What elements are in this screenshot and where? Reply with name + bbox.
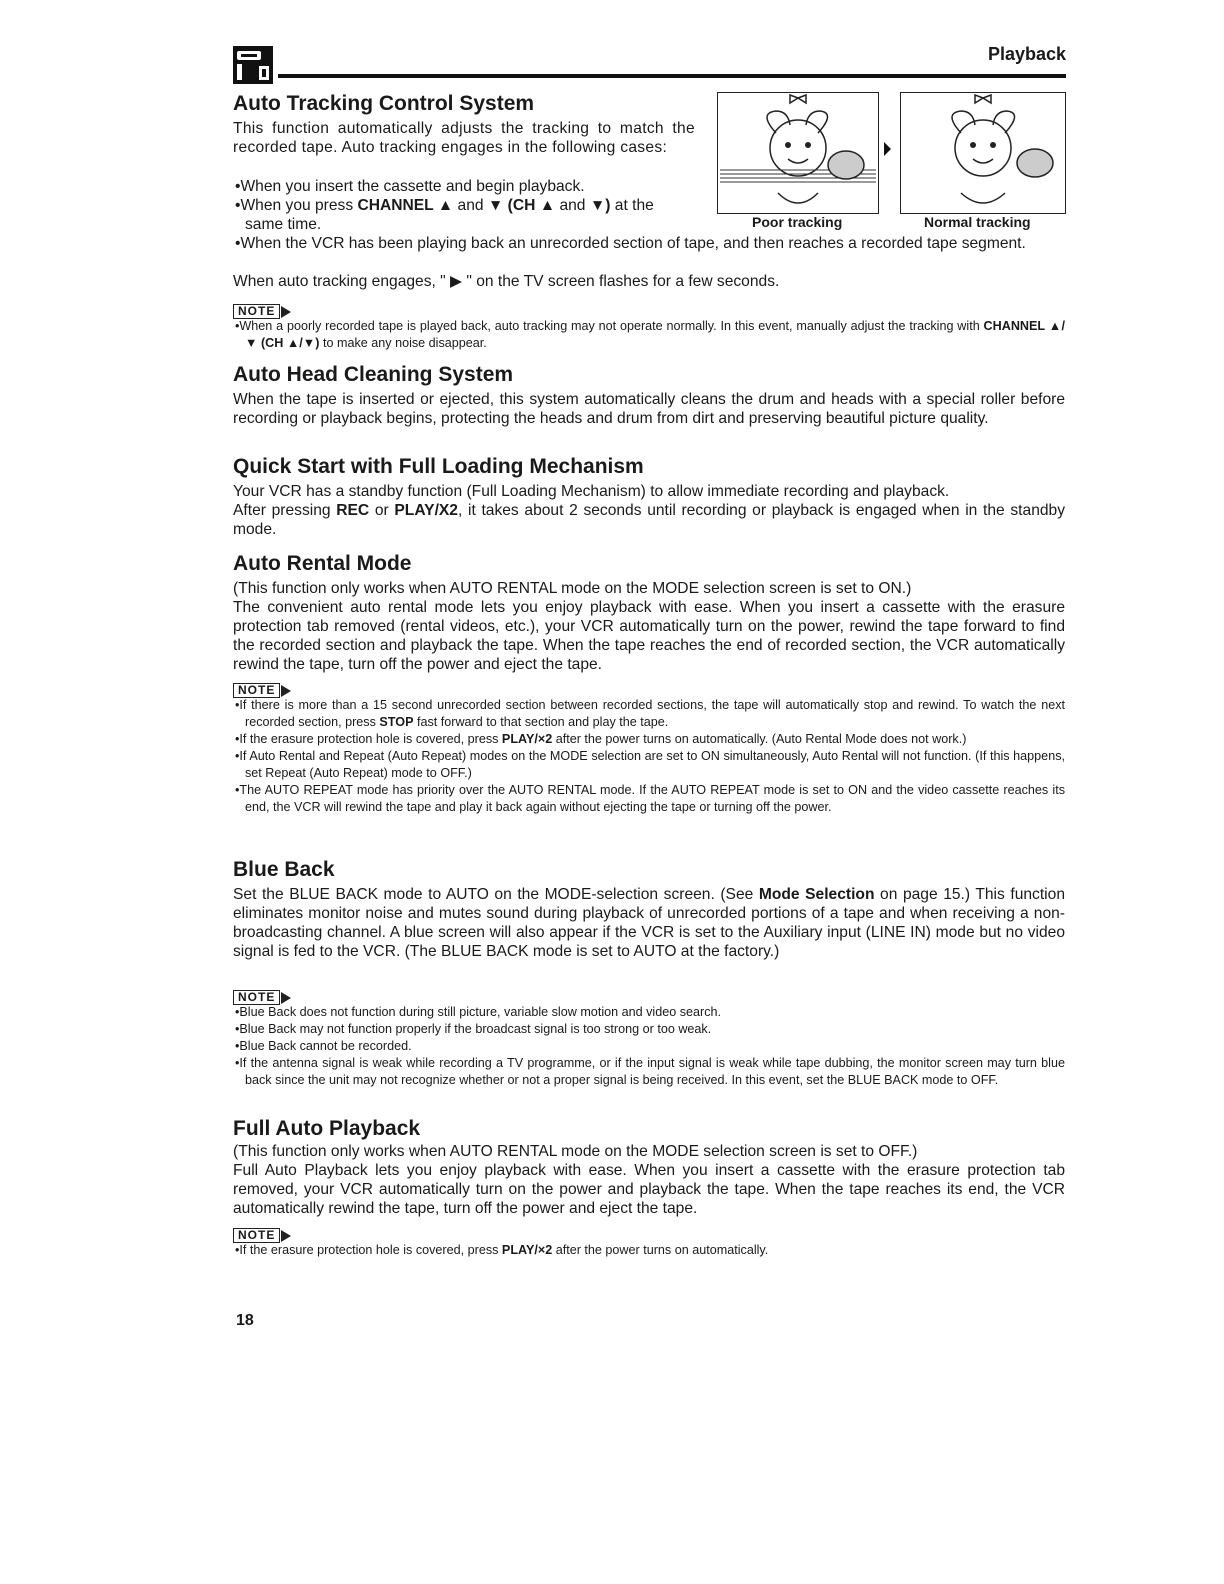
heading-auto-tracking: Auto Tracking Control System bbox=[233, 92, 535, 115]
blue-back-notes bbox=[233, 1004, 1065, 1089]
quick-start-line2: After pressing REC or PLAY/X2, it takes about 2 seconds until recording or playback is engaged when in the standby mode. bbox=[233, 502, 1066, 538]
note-item: •The AUTO REPEAT mode has priority over the AUTO RENTAL mode. If the AUTO REPEAT mode is set to ON and the video cassette reaches its end, the VCR will rewind the tape and play it back again without ejecting the tape or turning off the power. bbox=[235, 783, 1065, 814]
normal-tracking-illustration bbox=[900, 92, 1066, 214]
note-item: •If there is more than a 15 second unrecorded section between recorded sections, the tape will automatically stop and rewind. To watch the next recorded section, press STOP fast forward to that section and play the tape. bbox=[235, 698, 1065, 729]
note-item: •Blue Back may not function properly if the broadcast signal is too strong or too weak. bbox=[235, 1022, 712, 1036]
note-item: •If Auto Rental and Repeat (Auto Repeat) modes on the MODE selection are set to ON simultaneously, Auto Rental will not function. (If this happens, set Repeat (Auto Repeat) mode to OFF.) bbox=[235, 749, 1065, 780]
auto-head-cleaning-text: When the tape is inserted or ejected, this system automatically cleans the drum and heads with a special roller before recording or playback begins, protecting the heads and drum from dirt and preserving beautiful picture quality. bbox=[233, 391, 1065, 427]
caption-normal-tracking: Normal tracking bbox=[924, 214, 1031, 230]
section-title: Playback bbox=[987, 44, 1066, 64]
heading-auto-rental: Auto Rental Mode bbox=[233, 552, 412, 575]
note-badge: NOTE bbox=[233, 683, 280, 698]
auto-rental-notes bbox=[233, 697, 1065, 816]
cartoon-girl-clear-icon bbox=[901, 93, 1065, 213]
note-badge: NOTE bbox=[233, 1228, 280, 1243]
case-channel-cont: same time. bbox=[245, 216, 322, 233]
note-item: •If the erasure protection hole is covered, press PLAY/×2 after the power turns on automatically. bbox=[235, 1243, 769, 1257]
page-number: 18 bbox=[236, 1312, 254, 1329]
case-unrecorded: •When the VCR has been playing back an unrecorded section of tape, and then reaches a recorded tape segment. bbox=[235, 235, 1026, 252]
auto-tracking-notes bbox=[233, 318, 1065, 352]
auto-tracking-after: When auto tracking engages, " ▶ " on the TV screen flashes for a few seconds. bbox=[233, 273, 780, 290]
playback-cassette-icon bbox=[233, 46, 273, 84]
auto-rental-condition: (This function only works when AUTO RENTAL mode on the MODE selection screen is set to ON.) bbox=[233, 580, 912, 597]
quick-start-line1: Your VCR has a standby function (Full Loading Mechanism) to allow immediate recording and playback. bbox=[233, 483, 950, 500]
case-insert: •When you insert the cassette and begin playback. bbox=[235, 178, 585, 195]
note-badge: NOTE bbox=[233, 304, 280, 319]
note-item: •Blue Back cannot be recorded. bbox=[235, 1039, 412, 1053]
heading-quick-start: Quick Start with Full Loading Mechanism bbox=[233, 455, 644, 478]
heading-auto-head-cleaning: Auto Head Cleaning System bbox=[233, 363, 514, 386]
blue-back-text: Set the BLUE BACK mode to AUTO on the MODE-selection screen. (See Mode Selection on page 15.) This function eliminates monitor noise and mutes sound during playback of unrecorded portions of a tape and when receiving a non-broadcasting channel. A blue screen will also appear if the VCR is set to the Auxiliary input (LINE IN) mode but no video signal is fed to the VCR. (The BLUE BACK mode is set to AUTO at the factory.) bbox=[233, 886, 1065, 960]
heading-blue-back: Blue Back bbox=[233, 858, 335, 881]
note-item: •When a poorly recorded tape is played back, auto tracking may not operate normally. In this event, manually adjust the tracking with CHANNEL ▲/▼ (CH ▲/▼) to make any noise disappear. bbox=[235, 319, 1065, 350]
note-item: •Blue Back does not function during still picture, variable slow motion and video search. bbox=[235, 1005, 722, 1019]
case-channel: •When you press CHANNEL ▲ and ▼ (CH ▲ and ▼) at the bbox=[235, 197, 654, 214]
cartoon-girl-noisy-icon bbox=[718, 93, 878, 213]
poor-tracking-illustration bbox=[717, 92, 879, 214]
full-auto-notes bbox=[233, 1242, 1065, 1259]
arrow-right-icon bbox=[884, 142, 891, 156]
auto-tracking-intro: This function automatically adjusts the tracking to match the recorded tape. Auto tracking engages in the following cases: bbox=[233, 120, 695, 156]
note-badge: NOTE bbox=[233, 990, 280, 1005]
auto-rental-text: The convenient auto rental mode lets you enjoy playback with ease. When you insert a cassette with the erasure protection tab removed (rental videos, etc.), your VCR automatically turn on the power, rewind the tape forward to find the recorded section and playback the tape. When the tape reaches the end of recorded section, the VCR automatically rewind the tape, turn off the power and eject the tape. bbox=[233, 599, 1065, 673]
header-rule bbox=[278, 74, 1066, 78]
full-auto-condition: (This function only works when AUTO RENTAL mode on the MODE selection screen is set to OFF.) bbox=[233, 1143, 918, 1160]
note-item: •If the antenna signal is weak while recording a TV programme, or if the input signal is weak while tape dubbing, the monitor screen may turn blue back since the unit may not recognize whether or not a proper signal is being received. In this event, set the BLUE BACK mode to OFF. bbox=[235, 1056, 1065, 1087]
note-item: •If the erasure protection hole is covered, press PLAY/×2 after the power turns on automatically. (Auto Rental Mode does not work.) bbox=[235, 732, 967, 746]
heading-full-auto-playback: Full Auto Playback bbox=[233, 1117, 421, 1140]
caption-poor-tracking: Poor tracking bbox=[752, 214, 843, 230]
full-auto-text: Full Auto Playback lets you enjoy playback with ease. When you insert a cassette with the erasure protection tab removed, your VCR automatically turn on the power and playback the tape. When the tape reaches its end, the VCR automatically rewind the tape, turn off the power and eject the tape. bbox=[233, 1162, 1065, 1217]
